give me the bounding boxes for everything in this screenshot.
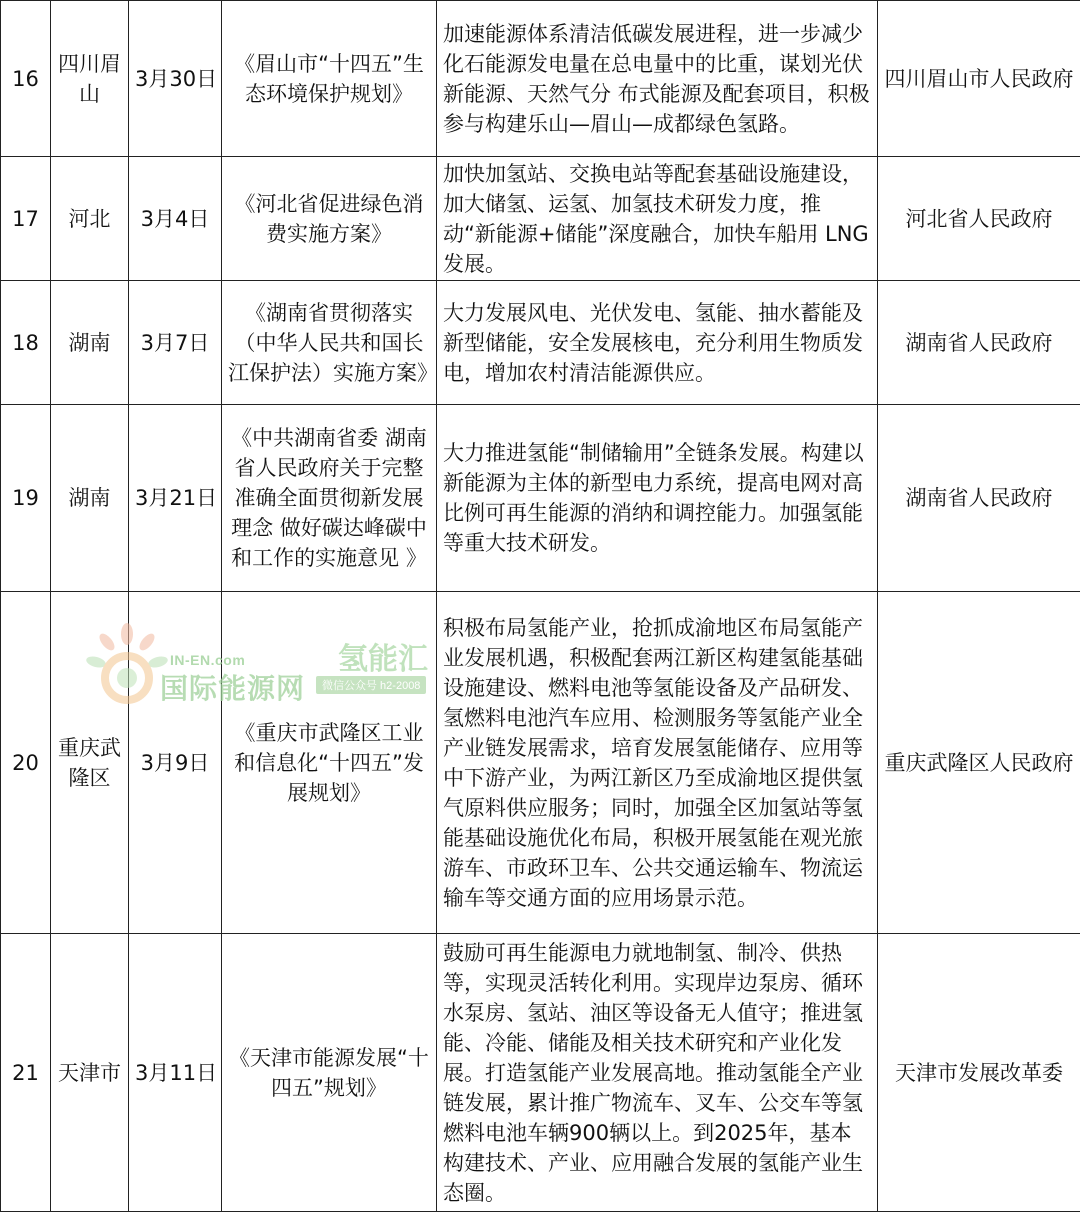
table-row — [1, 405, 1080, 592]
document-title-cell: 《重庆市武隆区工业和信息化“十四五”发展规划》 — [222, 592, 437, 934]
content-cell: 鼓励可再生能源电力就地制氢、制冷、供热等，实现灵活转化利用。实现岸边泵房、循环水泵房、氢站、油区等设备无人值守；推进氢能、冷能、储能及相关技术研究和产业化发展。打造氢能产业发展高地。推动氢能全产业链发展，累计推广物流车、叉车、公交车等氢燃料电池车辆900辆以上。到2025年，基本构建技术、产业、应用融合发展的氢能产业生态圈。 — [437, 934, 878, 1212]
row-number: 16 — [1, 1, 51, 157]
date-cell: 3月9日 — [129, 592, 222, 934]
table-row — [1, 592, 1080, 934]
region-cell: 重庆武隆区 — [51, 592, 129, 934]
date-cell: 3月11日 — [129, 934, 222, 1212]
region-cell: 湖南 — [51, 405, 129, 592]
table-row — [1, 934, 1080, 1212]
region-cell: 湖南 — [51, 281, 129, 405]
date-cell: 3月4日 — [129, 157, 222, 281]
region-cell: 天津市 — [51, 934, 129, 1212]
issuer-cell: 河北省人民政府 — [878, 157, 1080, 281]
document-title-cell: 《湖南省贯彻落实（中华人民共和国长江保护法）实施方案》 — [222, 281, 437, 405]
table-row — [1, 1, 1080, 157]
document-title-cell: 《天津市能源发展“十四五”规划》 — [222, 934, 437, 1212]
table-row — [1, 281, 1080, 405]
region-cell: 河北 — [51, 157, 129, 281]
issuer-cell: 湖南省人民政府 — [878, 281, 1080, 405]
document-title-cell: 《眉山市“十四五”生态环境保护规划》 — [222, 1, 437, 157]
date-cell: 3月30日 — [129, 1, 222, 157]
issuer-cell: 四川眉山市人民政府 — [878, 1, 1080, 157]
row-number: 21 — [1, 934, 51, 1212]
date-cell: 3月21日 — [129, 405, 222, 592]
content-cell: 积极布局氢能产业，抢抓成渝地区布局氢能产业发展机遇，积极配套两江新区构建氢能基础设施建设、燃料电池等氢能设备及产品研发、氢燃料电池汽车应用、检测服务等氢能产业全产业链发展需求，培育发展氢能储存、应用等中下游产业，为两江新区乃至成渝地区提供氢气原料供应服务；同时，加强全区加氢站等氢能基础设施优化布局，积极开展氢能在观光旅游车、市政环卫车、公共交通运输车、物流运输车等交通方面的应用场景示范。 — [437, 592, 878, 934]
row-number: 19 — [1, 405, 51, 592]
watermark-subline: 微信公众号 h2-2008 — [316, 676, 426, 694]
content-cell: 大力发展风电、光伏发电、氢能、抽水蓄能及新型储能，安全发展核电，充分利用生物质发电，增加农村清洁能源供应。 — [437, 281, 878, 405]
watermark-brand: 氢能汇 — [338, 634, 428, 678]
table-row — [1, 157, 1080, 281]
content-cell: 加快加氢站、交换电站等配套基础设施建设，加大储氢、运氢、加氢技术研发力度，推动“新能源+储能”深度融合，加快车船用 LNG 发展。 — [437, 157, 878, 281]
watermark-domain: IN-EN.com — [170, 652, 245, 668]
watermark-site-name: 国际能源网 — [160, 667, 305, 707]
row-number: 18 — [1, 281, 51, 405]
document-title-cell: 《河北省促进绿色消费实施方案》 — [222, 157, 437, 281]
row-number: 17 — [1, 157, 51, 281]
content-cell: 大力推进氢能“制储输用”全链条发展。构建以新能源为主体的新型电力系统，提高电网对高比例可再生能源的消纳和调控能力。加强氢能等重大技术研发。 — [437, 405, 878, 592]
issuer-cell: 重庆武隆区人民政府 — [878, 592, 1080, 934]
region-cell: 四川眉山 — [51, 1, 129, 157]
document-title-cell: 《中共湖南省委 湖南省人民政府关于完整准确全面贯彻新发展理念 做好碳达峰碳中和工作的实施意见 》 — [222, 405, 437, 592]
date-cell: 3月7日 — [129, 281, 222, 405]
issuer-cell: 天津市发展改革委 — [878, 934, 1080, 1212]
issuer-cell: 湖南省人民政府 — [878, 405, 1080, 592]
row-number: 20 — [1, 592, 51, 934]
content-cell: 加速能源体系清洁低碳发展进程，进一步减少化石能源发电量在总电量中的比重，谋划光伏新能源、天然气分 布式能源及配套项目，积极参与构建乐山—眉山—成都绿色氢路。 — [437, 1, 878, 157]
